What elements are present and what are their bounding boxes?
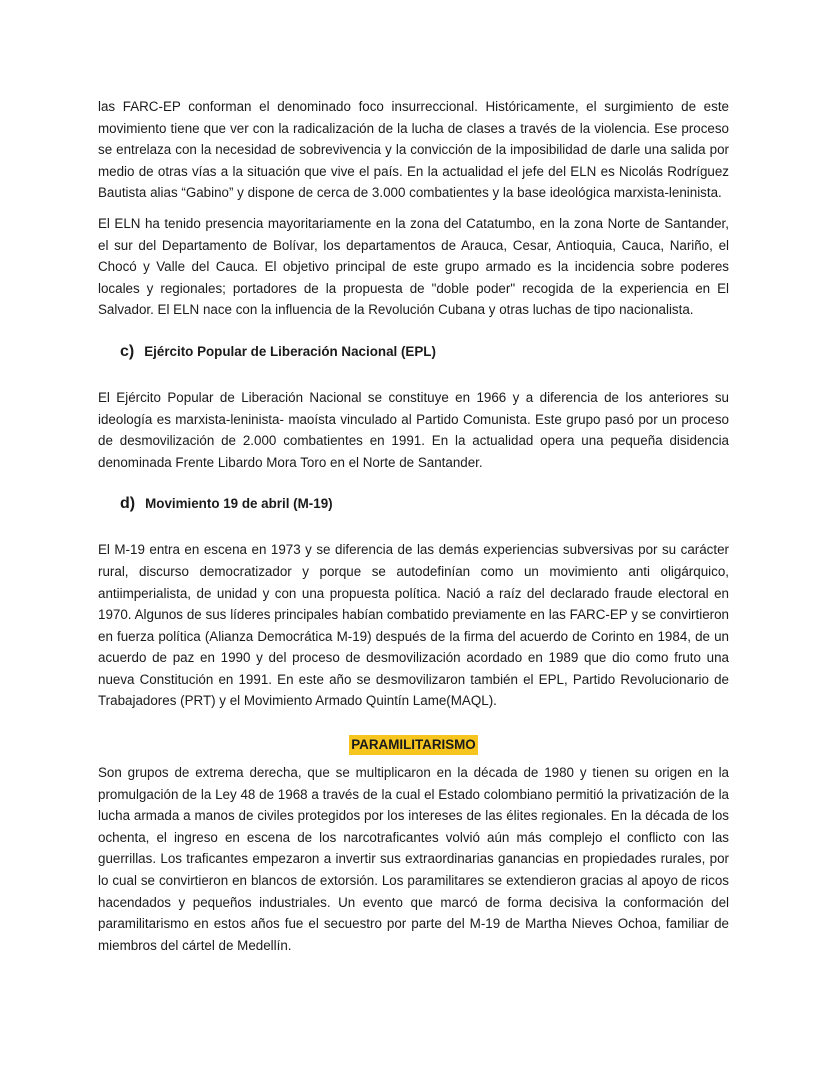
- paragraph-eln-origin: las FARC-EP conforman el denominado foco insurreccional. Históricamente, el surgimiento de este movimiento tiene que ver con la radicalización de la lucha de clases a través de la violencia. Ese proceso se entrelaza con la necesidad de sobrevivencia y la convicción de la imposibilidad de darle una salida por medio de otras vías a la situación que vive el país. En la actualidad el jefe del ELN es Nicolás Rodríguez Bautista alias “Gabino” y dispone de cerca de 3.000 combatientes y la base ideológica marxista-leninista.: [98, 99, 729, 201]
- spacer: [98, 517, 729, 539]
- section-title-row: [98, 734, 729, 756]
- heading-marker: d): [120, 495, 136, 513]
- spacer: [98, 204, 729, 213]
- paragraph-epl: El Ejército Popular de Liberación Nacional se constituye en 1966 y a diferencia de los anteriores su ideología es marxista-leninista- maoísta vinculado al Partido Comunista. Este grupo pasó por un proceso de desmovilización de 2.000 combatientes en 1991. En la actualidad opera una pequeña disidencia denominada Frente Libardo Mora Toro en el Norte de Santander.: [98, 389, 729, 470]
- paragraph-eln-presence: El ELN ha tenido presencia mayoritariamente en la zona del Catatumbo, en la zona Norte de Santander, el sur del Departamento de Bolívar, los departamentos de Arauca, Cesar, Antioquia, Cauca, Nariño, el Chocó y Valle del Cauca. El objetivo principal de este grupo armado es la incidencia sobre poderes locales y regionales; portadores de la propuesta de "doble poder" recogida de la experiencia en El Salvador. El ELN nace con la influencia de la Revolución Cubana y otras luchas de tipo nacionalista.: [98, 215, 729, 318]
- paragraph-paramilitarismo: Son grupos de extrema derecha, que se multiplicaron en la década de 1980 y tienen su origen en la promulgación de la Ley 48 de 1968 a través de la cual el Estado colombiano permitió la privatización de la lucha armada a manos de civiles protegidos por los intereses de las élites regionales. En la década de los ochenta, el ingreso en escena de los narcotraficantes volvió aún más complejo el conflicto con las guerrillas. Los traficantes empezaron a invertir sus extraordinarias ganancias en propiedades rurales, por lo cual se convirtieron en blancos de extorsión. Los paramilitares se extendieron gracias al apoyo de ricos hacendados y pequeños industriales. Un evento que marcó de forma decisiva la conformación del paramilitarismo en estos años fue el secuestro por parte del M-19 de Martha Nieves Ochoa, familiar de miembros del cártel de Medellín.: [98, 765, 729, 953]
- document-page: [98, 96, 729, 956]
- spacer: [98, 365, 729, 387]
- section-title-paramilitarismo: PARAMILITARISMO: [349, 735, 477, 755]
- heading-title: Movimiento 19 de abril (M-19): [145, 496, 333, 512]
- spacer: [98, 712, 729, 734]
- paragraph-m19: El M-19 entra en escena en 1973 y se diferencia de las demás experiencias subversivas por su carácter rural, discurso democratizador y porque se autodefinían como un movimiento anti oligárquico, antiimperialista, de unidad y con una propuesta política. Nació a raíz del declarado fraude electoral en 1970. Algunos de sus líderes principales habían combatido previamente en las FARC-EP y se convirtieron en fuerza política (Alianza Democrática M-19) después de la firma del acuerdo de Corinto en 1984, de un acuerdo de paz en 1990 y del proceso de desmovilización acordado en 1989 que dio como fruto una nueva Constitución en 1991. En este año se desmovilizaron también el EPL, Partido Revolucionario de Trabajadores (PRT) y el Movimiento Armado Quintín Lame(MAQL).: [98, 542, 729, 709]
- heading-title: Ejército Popular de Liberación Nacional (EPL): [144, 343, 436, 359]
- heading-marker: c): [120, 342, 135, 360]
- heading-epl: [98, 343, 729, 365]
- spacer: [98, 473, 729, 495]
- heading-m19: [98, 495, 729, 517]
- spacer: [98, 321, 729, 343]
